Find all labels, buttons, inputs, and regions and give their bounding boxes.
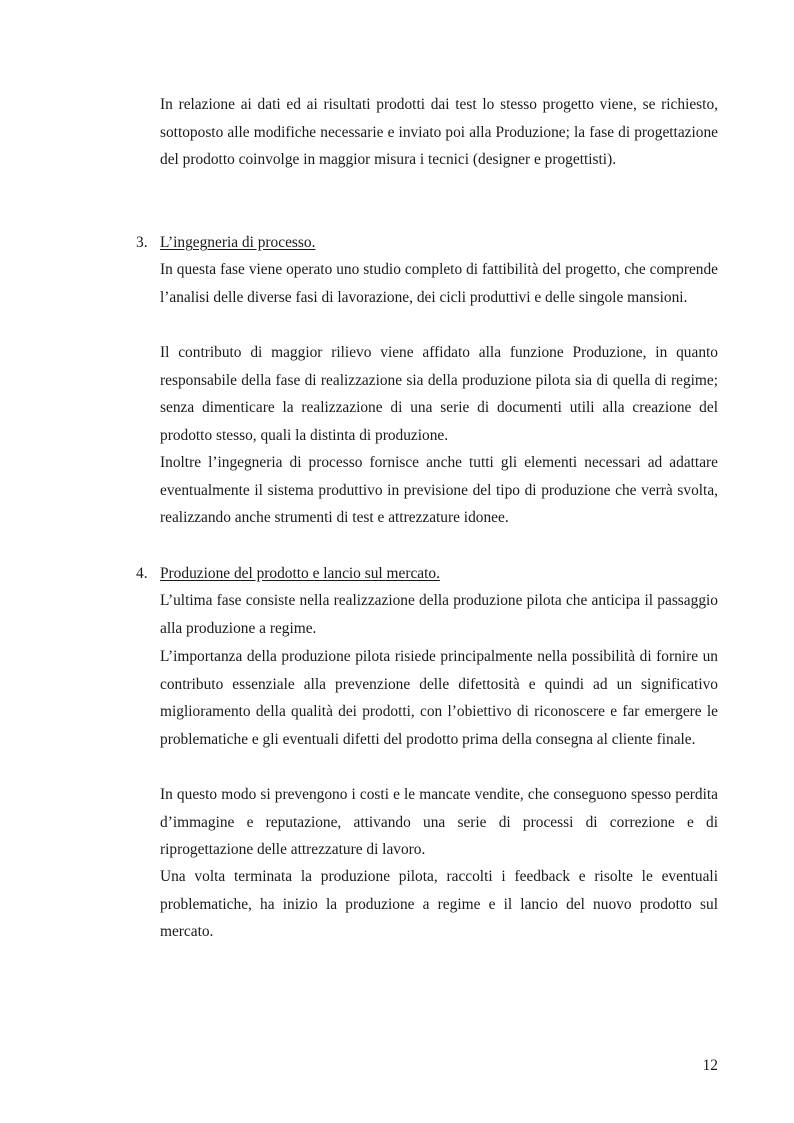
- item-3-paragraph-2: Il contributo di maggior rilievo viene affidato alla funzione Produzione, in quanto responsabile della fase di realizzazione sia della produzione pilota sia di quella di regime; senza dimenticare la realizzazione di una serie di documenti utili alla creazione del prodotto stesso, quali la distinta di produzione.: [160, 344, 718, 444]
- page-number: 12: [702, 1057, 718, 1074]
- item-3-number: 3.: [136, 234, 148, 251]
- item-4-paragraph-3: In questo modo si prevengono i costi e le mancate vendite, che conseguono spesso perdita d’immagine e reputazione, attivando una serie di processi di correzione e di riprogettazione delle attrezzature di lavoro.: [160, 786, 718, 859]
- item-4-paragraph-4: Una volta terminata la produzione pilota, raccolti i feedback e risolte le eventuali problematiche, ha inizio la produzione a regime e il lancio del nuovo prodotto sul mercato.: [160, 868, 718, 941]
- item-4-paragraph-1: L’ultima fase consiste nella realizzazione della produzione pilota che anticipa il passaggio alla produzione a regime.: [160, 592, 718, 637]
- item-4-number: 4.: [136, 565, 148, 582]
- item-3-title: L’ingegneria di processo.: [160, 234, 316, 251]
- intro-paragraph: In relazione ai dati ed ai risultati prodotti dai test lo stesso progetto viene, se richiesto, sottoposto alle modifiche necessarie e inviato poi alla Produzione; la fase di progettazione del prodotto coinvolge in maggior misura i tecnici (designer e progettisti).: [160, 96, 718, 169]
- item-4-paragraph-2: L’importanza della produzione pilota risiede principalmente nella possibilità di fornire un contributo essenziale alla prevenzione delle difettosità e quindi ad un significativo miglioramento della qualità dei prodotti, con l’obiettivo di riconoscere e far emergere le problematiche e gli eventuali difetti del prodotto prima della consegna al cliente finale.: [160, 648, 718, 748]
- item-3-paragraph-3: Inoltre l’ingegneria di processo fornisce anche tutti gli elementi necessari ad adattare eventualmente il sistema produttivo in previsione del tipo di produzione che verrà svolta, realizzando anche strumenti di test e attrezzature idonee.: [160, 454, 718, 527]
- item-4-title: Produzione del prodotto e lancio sul mercato.: [160, 565, 440, 582]
- item-3-paragraph-1: In questa fase viene operato uno studio completo di fattibilità del progetto, che comprende l’analisi delle diverse fasi di lavorazione, dei cicli produttivi e delle singole mansioni.: [160, 261, 718, 306]
